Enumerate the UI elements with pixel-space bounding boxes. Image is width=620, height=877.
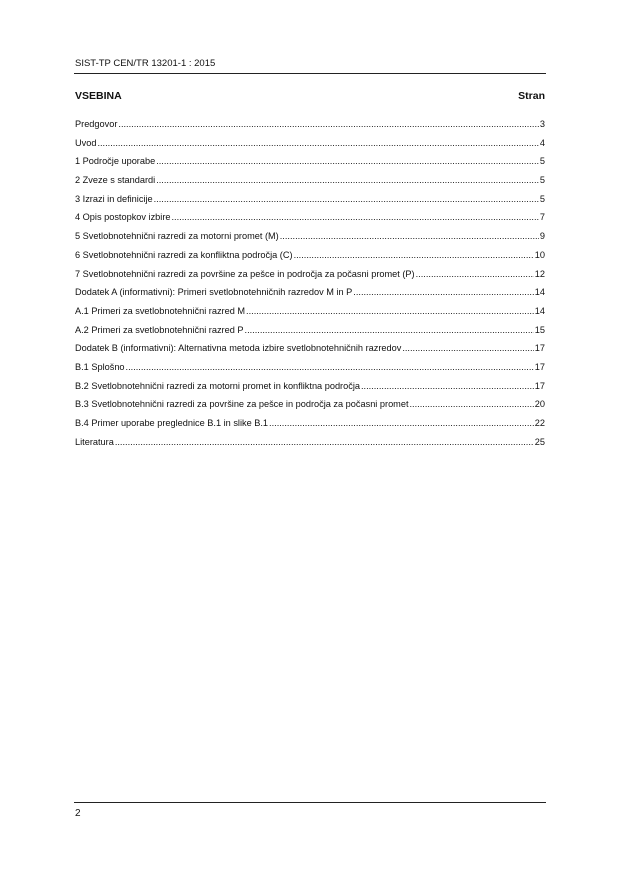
dot-leader [294,250,534,260]
dot-leader [280,231,539,241]
toc-heading [75,90,545,102]
footer-rule [74,802,546,803]
toc-entry-label: Dodatek B (informativni): Alternativna metoda izbire svetlobnotehničnih razredov [75,343,402,354]
toc-entry[interactable] [75,381,545,400]
toc-entry[interactable] [75,194,545,213]
toc-entry-label: 2 Zveze s standardi [75,175,156,186]
toc-entry[interactable] [75,175,545,194]
toc-entry[interactable] [75,399,545,418]
toc-entry-label: 5 Svetlobnotehnični razredi za motorni promet (M) [75,231,279,242]
dot-leader [269,418,534,428]
toc-entry-page: 25 [534,436,545,447]
toc-entry-label: Literatura [75,436,114,447]
toc-entry[interactable] [75,231,545,250]
dot-leader [172,212,539,222]
header-rule [74,73,546,74]
toc-entry[interactable] [75,212,545,231]
dot-leader [118,119,538,129]
toc-entry-page: 15 [534,324,545,335]
dot-leader [410,399,534,409]
toc-entry[interactable] [75,362,545,381]
toc-entry-label: 7 Svetlobnotehnični razredi za površine za pešce in področja za počasni promet (P) [75,268,415,279]
toc-entry[interactable] [75,119,545,138]
toc-entry[interactable] [75,287,545,306]
dot-leader [245,325,534,335]
toc-entry[interactable] [75,437,545,456]
toc-entry-page: 17 [534,380,545,391]
table-of-contents [75,119,545,455]
toc-entry-page: 5 [539,156,545,167]
toc-entry-page: 7 [539,212,545,223]
document-id: SIST-TP CEN/TR 13201-1 : 2015 [75,58,216,69]
toc-entry-label: B.4 Primer uporabe preglednice B.1 in slike B.1 [75,418,269,428]
toc-entry-page: 22 [534,418,545,428]
toc-entry-label: B.1 Splošno [75,361,125,372]
toc-entry[interactable] [75,343,545,362]
toc-entry[interactable] [75,156,545,175]
dot-leader [97,138,538,148]
toc-entry-label: B.3 Svetlobnotehnični razredi za površine za pešce in področja za počasni promet [75,399,409,410]
toc-entry-label: Predgovor [75,119,118,129]
toc-entry-label: A.1 Primeri za svetlobnotehnični razred M [75,305,246,316]
toc-entry[interactable] [75,250,545,269]
toc-entry[interactable] [75,325,545,344]
dot-leader [361,381,534,391]
toc-entry-page: 17 [534,343,545,354]
toc-entry-label: A.2 Primeri za svetlobnotehnični razred P [75,324,244,335]
toc-entry-page: 4 [539,137,545,148]
toc-entry-page: 14 [534,287,545,298]
toc-entry-page: 20 [534,399,545,410]
toc-entry-page: 14 [534,305,545,316]
toc-entry-page: 5 [539,193,545,204]
dot-leader [402,343,533,353]
dot-leader [154,194,539,204]
dot-leader [156,156,539,166]
toc-entry[interactable] [75,269,545,288]
toc-entry[interactable] [75,418,545,437]
toc-entry-page: 5 [539,175,545,186]
page-number: 2 [75,808,81,819]
toc-entry-page: 3 [539,119,545,129]
dot-leader [115,437,534,447]
dot-leader [416,269,534,279]
toc-title: VSEBINA [75,90,122,102]
toc-entry-label: 1 Področje uporabe [75,156,156,167]
toc-entry-page: 17 [534,361,545,372]
toc-entry[interactable] [75,306,545,325]
toc-entry-page: 10 [534,249,545,260]
toc-entry-label: Dodatek A (informativni): Primeri svetlobnotehničnih razredov M in P [75,287,353,298]
toc-entry-label: B.2 Svetlobnotehnični razredi za motorni promet in konfliktna področja [75,380,360,391]
toc-entry-label: Uvod [75,137,97,148]
toc-entry-label: 4 Opis postopkov izbire [75,212,171,223]
toc-entry-label: 6 Svetlobnotehnični razredi za konfliktna področja (C) [75,249,293,260]
toc-entry[interactable] [75,138,545,157]
dot-leader [353,287,533,297]
toc-entry-page: 9 [539,231,545,242]
dot-leader [156,175,539,185]
dot-leader [246,306,534,316]
toc-page-column-label: Stran [518,90,545,102]
dot-leader [126,362,534,372]
toc-entry-label: 3 Izrazi in definicije [75,193,153,204]
toc-entry-page: 12 [534,268,545,279]
